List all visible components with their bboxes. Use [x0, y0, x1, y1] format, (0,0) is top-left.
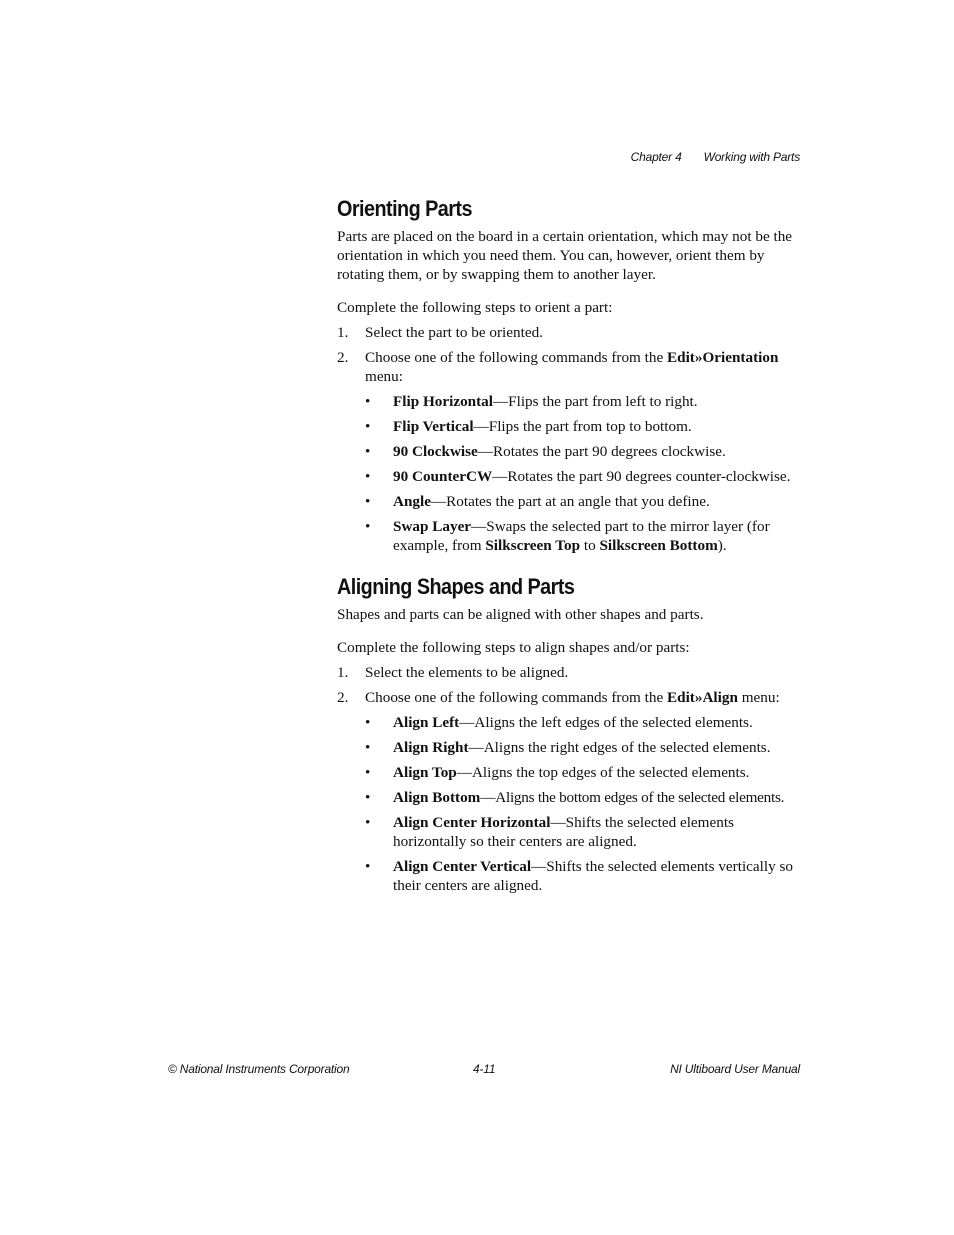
list-item	[365, 517, 807, 555]
list-item	[365, 813, 807, 851]
step-text-pre: Choose one of the following commands from the	[365, 349, 668, 366]
command-term: Align Center Horizontal	[393, 814, 551, 831]
command-term: Align Right	[393, 739, 469, 756]
command-desc: —Rotates the part 90 degrees clockwise.	[477, 443, 726, 460]
command-desc: —Aligns the right edges of the selected elements.	[468, 739, 771, 756]
orienting-lead: Complete the following steps to orient a part:	[337, 299, 613, 316]
section-title-orienting: Orienting Parts	[337, 196, 472, 221]
command-term: Swap Layer	[393, 518, 472, 535]
list-item	[365, 442, 807, 461]
bullet: •	[365, 393, 371, 410]
step-item	[337, 323, 807, 342]
command-term: Flip Vertical	[393, 418, 474, 435]
command-term: Angle	[393, 493, 431, 510]
command-desc: —Swaps the selected part to the mirror layer (for example, from	[393, 518, 770, 554]
closing-text: ).	[717, 537, 727, 554]
list-item	[365, 713, 807, 732]
layer-name: Silkscreen Bottom	[599, 537, 718, 554]
command-term: Align Left	[393, 714, 460, 731]
command-term: Align Bottom	[393, 789, 481, 806]
step-text-post: menu:	[365, 368, 403, 385]
command-desc: —Aligns the left edges of the selected elements.	[459, 714, 753, 731]
orienting-steps	[337, 323, 807, 555]
command-desc: —Shifts the selected elements horizontally so their centers are aligned.	[393, 814, 734, 850]
bullet: •	[365, 714, 371, 731]
command-term: Align Top	[393, 764, 457, 781]
command-desc: —Shifts the selected elements vertically so their centers are aligned.	[393, 858, 793, 894]
list-item	[365, 738, 807, 757]
step-text: Select the elements to be aligned.	[365, 664, 569, 681]
list-item	[365, 857, 807, 895]
command-term: 90 Clockwise	[393, 443, 478, 460]
step-number: 2.	[337, 349, 349, 366]
page-content	[337, 196, 807, 901]
step-text: Select the part to be oriented.	[365, 324, 543, 341]
section-title-aligning: Aligning Shapes and Parts	[337, 574, 575, 599]
menu-path: Edit»Align	[667, 689, 738, 706]
bullet: •	[365, 418, 371, 435]
bullet: •	[365, 518, 371, 535]
command-term: Align Center Vertical	[393, 858, 532, 875]
bullet: •	[365, 789, 371, 806]
list-item	[365, 492, 807, 511]
menu-path: Edit»Orientation	[667, 349, 779, 366]
list-item	[365, 763, 807, 782]
orientation-commands	[365, 392, 807, 555]
step-number: 1.	[337, 324, 349, 341]
layer-name: Silkscreen Top	[485, 537, 581, 554]
footer-copyright: © National Instruments Corporation	[168, 1062, 350, 1076]
command-term: 90 CounterCW	[393, 468, 493, 485]
bullet: •	[365, 468, 371, 485]
step-item	[337, 663, 807, 682]
command-desc: —Aligns the top edges of the selected elements.	[456, 764, 750, 781]
list-item	[365, 788, 807, 807]
list-item	[365, 417, 807, 436]
command-desc: —Aligns the bottom edges of the selected elements.	[480, 789, 785, 806]
aligning-steps	[337, 663, 807, 895]
step-text-post: menu:	[737, 689, 780, 706]
step-number: 2.	[337, 689, 349, 706]
bullet: •	[365, 814, 371, 831]
align-commands	[365, 713, 807, 895]
aligning-intro: Shapes and parts can be aligned with other shapes and parts.	[337, 606, 704, 623]
bullet: •	[365, 764, 371, 781]
command-term: Flip Horizontal	[393, 393, 493, 410]
command-desc: —Flips the part from left to right.	[492, 393, 698, 410]
bullet: •	[365, 443, 371, 460]
command-desc: —Flips the part from top to bottom.	[473, 418, 692, 435]
footer-page-number: 4-11	[473, 1062, 496, 1076]
bullet: •	[365, 739, 371, 756]
footer-manual-title: NI Ultiboard User Manual	[670, 1062, 800, 1076]
list-item	[365, 467, 807, 486]
list-item	[365, 392, 807, 411]
bullet: •	[365, 493, 371, 510]
orienting-intro: Parts are placed on the board in a certain orientation, which may not be the orientation in which you need them. You can, however, orient them by rotating them, or by swapping them to another layer.	[337, 228, 793, 283]
header-section: Working with Parts	[703, 150, 800, 164]
step-item	[337, 688, 807, 895]
running-header	[631, 150, 800, 164]
aligning-lead: Complete the following steps to align shapes and/or parts:	[337, 639, 690, 656]
step-text-pre: Choose one of the following commands from the	[365, 689, 668, 706]
step-number: 1.	[337, 664, 349, 681]
command-desc: —Rotates the part at an angle that you define.	[430, 493, 710, 510]
step-item	[337, 348, 807, 555]
section-gap	[337, 561, 807, 574]
header-chapter: Chapter 4	[630, 150, 682, 164]
bullet: •	[365, 858, 371, 875]
connector-text: to	[580, 537, 600, 554]
command-desc: —Rotates the part 90 degrees counter-clockwise.	[492, 468, 791, 485]
